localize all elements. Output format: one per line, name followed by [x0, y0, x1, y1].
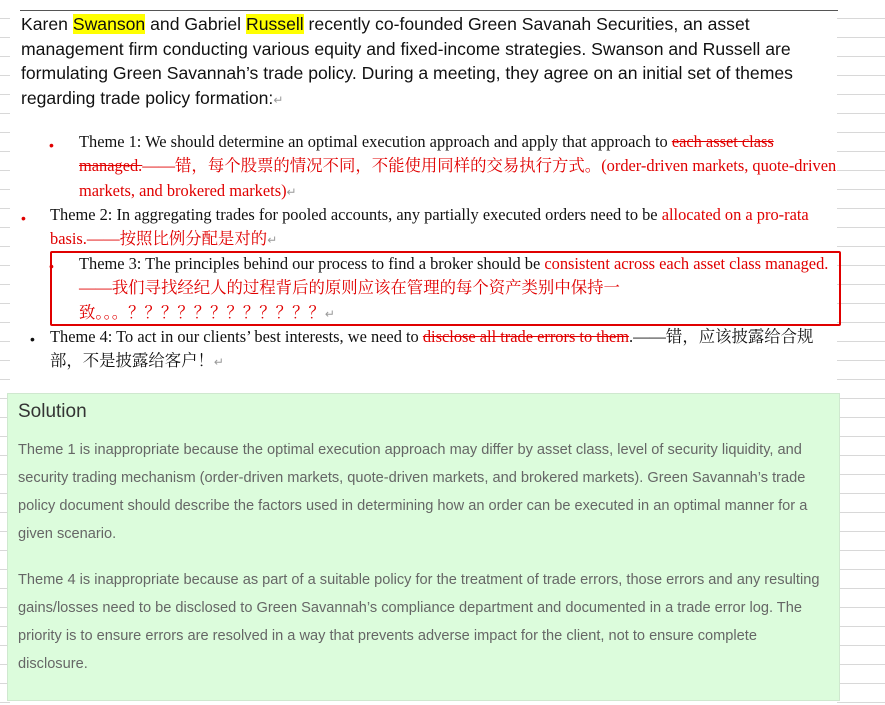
theme-1-annotation: ——错，每个股票的情况不同，不能使用同样的交易执行方式。(order-driven markets, quote-driven markets, and brokered markets): [79, 156, 837, 200]
highlight-russell: Russell: [245, 14, 304, 34]
theme-4-struck-text: disclose all trade errors to them: [422, 327, 630, 346]
solution-paragraph-2: Theme 4 is inappropriate because as part of a suitable policy for the treatment of trade errors, those errors and any resulting gains/losses need to be disclosed to Green Savannah’s compliance department and documented in a trade error log. The priority is to ensure errors are resolved in a way that prevents adverse impact for the client, not to ensure complete disclosure.: [18, 572, 820, 672]
solution-paragraph-1: Theme 1 is inappropriate because the optimal execution approach may differ by asset class, level of security liquidity, and security trading mechanism (order-driven markets, quote-driven markets, and brokered markets). Green Savannah’s trade policy document should describe the factors used in determining how an order can be executed in an optimal manner for a given scenario.: [18, 442, 808, 542]
theme-2-annotation: ——按照比例分配是对的: [86, 229, 268, 249]
theme-1-bullet: •: [49, 137, 54, 153]
paragraph-mark-icon: ↵: [273, 92, 284, 107]
theme-4-bullet: •: [30, 331, 35, 347]
theme-2-highlight-text: allocated on a pro-rata basis.: [50, 205, 809, 249]
paragraph-mark-icon: ↵: [267, 233, 278, 248]
theme-3-highlight-text: consistent across each asset class managed.: [544, 254, 829, 273]
theme-3: Theme 3: The principles behind our process to find a broker should be consistent across each asset class managed.——我们寻找经纪人的过程背后的原则应该在管理的每个资产类别中保持一致。。。？？？？？？？？？？？？↵: [79, 254, 829, 322]
paragraph-mark-icon: ↵: [286, 184, 297, 199]
theme-1: Theme 1: We should determine an optimal execution approach and apply that approach to each asset class managed.——错，每个股票的情况不同，不能使用同样的交易执行方式。(order-driven markets, quote-driven markets, and brokered markets)↵: [79, 132, 837, 200]
highlight-swanson: Swanson: [72, 14, 146, 34]
top-divider: [20, 10, 838, 11]
solution-panel: [7, 393, 840, 701]
paragraph-mark-icon: ↵: [213, 355, 224, 370]
intro-paragraph: Karen Swanson and Gabriel Russell recently co-founded Green Savanah Securities, an asset management firm conducting various equity and fixed-income strategies. Swanson and Russell are formulating Green Savannah’s trade policy. During a meeting, they agree on an initial set of themes regarding trade policy formation:↵: [21, 14, 793, 108]
theme-3-bullet: •: [49, 258, 54, 274]
solution-heading: Solution: [18, 401, 87, 422]
theme-2: Theme 2: In aggregating trades for pooled accounts, any partially executed orders need to be allocated on a pro-rata basis.——按照比例分配是对的↵: [50, 205, 809, 249]
theme-4-annotation: .——错，应该披露给合规部，不是披露给客户！: [50, 327, 814, 371]
theme-2-bullet: •: [21, 210, 26, 226]
right-ruled-margin: [837, 0, 885, 705]
paragraph-mark-icon: ↵: [324, 306, 335, 321]
theme-1-struck-text: each asset class managed.: [79, 132, 774, 176]
theme-4: Theme 4: To act in our clients’ best interests, we need to disclose all trade errors to them.——错，应该披露给合规部，不是披露给客户！↵: [50, 327, 814, 371]
theme-3-annotation: ——我们寻找经纪人的过程背后的原则应该在管理的每个资产类别中保持一致。。。？？？？？？？？？？？？: [79, 278, 620, 322]
